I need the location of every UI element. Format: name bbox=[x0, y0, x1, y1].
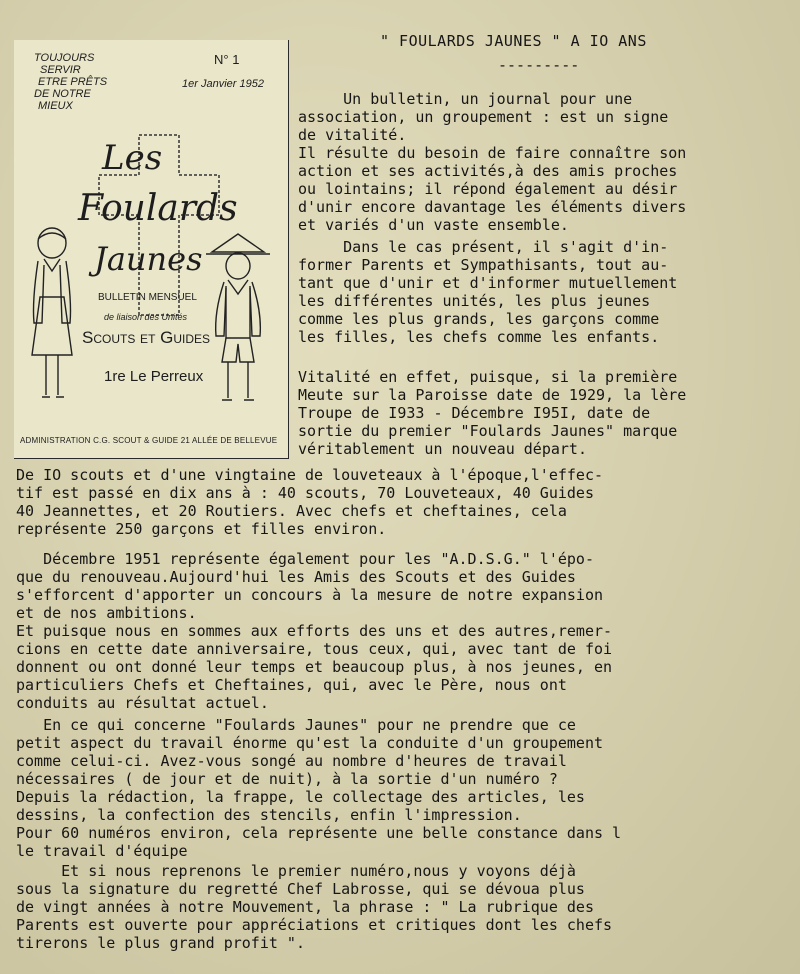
scout-boy-illustration-icon bbox=[202, 230, 274, 410]
paragraph: Un bulletin, un journal pour une association, un groupement : est un signe de vitalité. Il résulte du besoin de faire connaître son action et ses activités,à des amis proches ou lointains; il répond également au désir d'unir encore davantage les éléments divers et variés d'un vaste ensemble. bbox=[298, 90, 687, 234]
title-word: Foulards bbox=[78, 188, 238, 229]
issue-date: 1er Janvier 1952 bbox=[182, 78, 264, 90]
article-heading: " FOULARDS JAUNES " A IO ANS bbox=[380, 32, 647, 50]
paragraph: De IO scouts et d'une vingtaine de louveteaux à l'époque,l'effec- tif est passé en dix ans à : 40 scouts, 70 Louveteaux, 40 Guides 40 Jeannettes, et 20 Routiers. Avec chefs et cheftaines, cela représente 250 garçons et filles environ. bbox=[16, 466, 603, 538]
title-word: Les bbox=[102, 138, 163, 178]
motto bbox=[34, 52, 107, 112]
heading-underline: --------- bbox=[498, 56, 580, 74]
paragraph: Dans le cas présent, il s'agit d'in- former Parents et Sympathisants, tout au- tant que d'unir et d'informer mutuellement les différentes unités, les plus jeunes comme les plus grands, les garçons comme les filles, les chefs comme les enfants. bbox=[298, 238, 678, 346]
paragraph: En ce qui concerne "Foulards Jaunes" pour ne prendre que ce petit aspect du travail énorme qu'est la conduite d'un groupement comme celui-ci. Avez-vous songé au nombre d'heures de travail nécessaires ( de jour et de nuit), à la sortie d'un numéro ? Depuis la rédaction, la frappe, le collectage des articles, les dessins, la confection des stencils, enfin l'impression. Pour 60 numéros environ, cela représente une belle constance dans l le travail d'équipe bbox=[16, 716, 622, 860]
motto-line: DE NOTRE bbox=[34, 88, 91, 100]
administration-address: ADMINISTRATION C.G. SCOUT & GUIDE 21 ALLÉE DE BELLEVUE bbox=[20, 436, 278, 445]
motto-line: MIEUX bbox=[38, 100, 73, 112]
title-word: Jaunes bbox=[94, 240, 203, 278]
paragraph: Et si nous reprenons le premier numéro,nous y voyons déjà sous la signature du regretté Chef Labrosse, qui se dévoua plus de vingt années à notre Mouvement, la phrase : " La rubrique des Parents est ouverte pour appréciations et critiques dont les chefs tirerons le plus grand profit ". bbox=[16, 862, 613, 952]
masthead-place: 1re Le Perreux bbox=[104, 368, 204, 385]
paragraph: Vitalité en effet, puisque, si la première Meute sur la Paroisse date de 1929, la lère Troupe de I933 - Décembre I95I, date de sortie du premier "Foulards Jaunes" marque véritablement un nouveau départ. bbox=[298, 368, 687, 458]
motto-line: SERVIR bbox=[40, 64, 81, 76]
motto-line: ETRE PRÊTS bbox=[38, 76, 108, 88]
guide-girl-illustration-icon bbox=[22, 225, 82, 410]
paragraph: Décembre 1951 représente également pour les "A.D.S.G." l'épo- que du renouveau.Aujourd'hui les Amis des Scouts et des Guides s'efforcent d'apporter un concours à la mesure de notre expansion et de nos ambitions. Et puisque nous en sommes aux efforts des uns et des autres,remer- cions en cette date anniversaire, tous ceux, qui, avec tant de foi donnent ou ont donné leur temps et beaucoup plus, à nos jeunes, en particuliers Chefs et Cheftaines, qui, avec le Père, nous ont conduits au résultat actuel. bbox=[16, 550, 613, 712]
motto-line: TOUJOURS bbox=[34, 52, 95, 64]
masthead-liaison: de liaison des Unités bbox=[104, 312, 188, 322]
issue-number: N° 1 bbox=[214, 52, 240, 67]
masthead-subtitle: BULLETIN MENSUEL bbox=[98, 292, 197, 303]
masthead-units: Scouts et Guides bbox=[82, 328, 211, 347]
masthead bbox=[14, 40, 289, 459]
